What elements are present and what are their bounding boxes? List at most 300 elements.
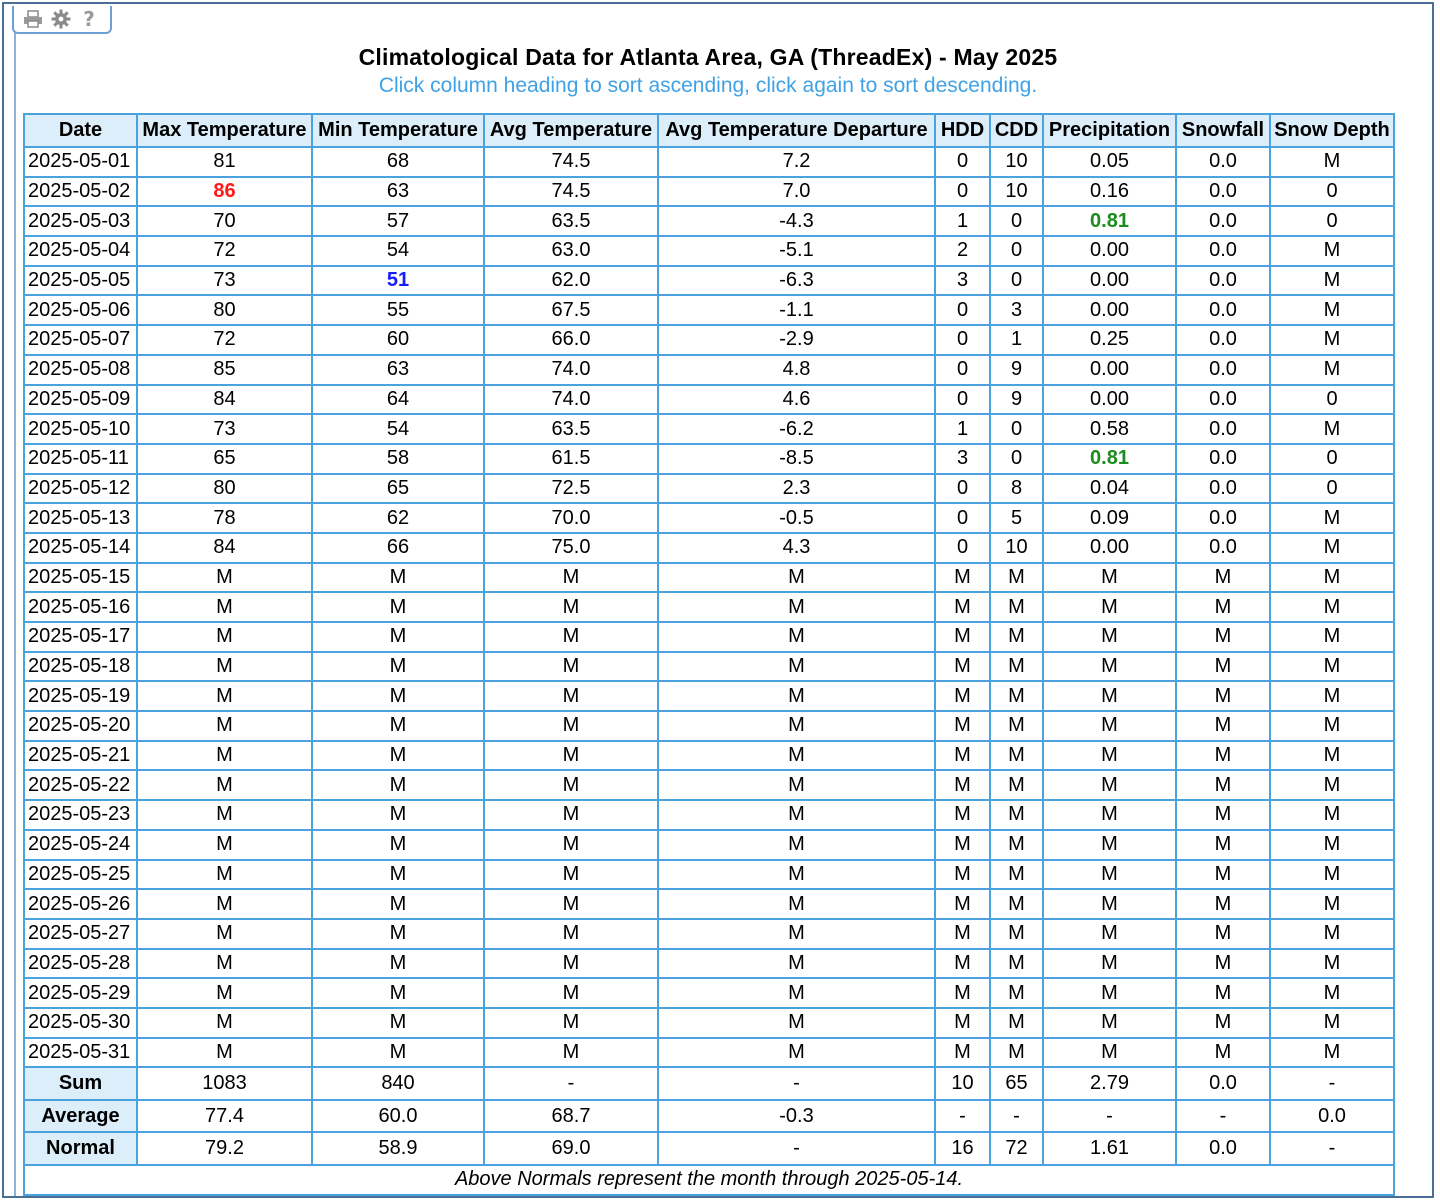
cell-max-temperature: 78 (137, 503, 312, 533)
cell-snowfall: M (1176, 1008, 1270, 1038)
cell-date: 2025-05-03 (24, 206, 137, 236)
cell-min-temperature: 57 (312, 206, 484, 236)
cell-max-temperature: M (137, 978, 312, 1008)
cell-hdd: 0 (935, 325, 990, 355)
cell-max-temperature: M (137, 860, 312, 890)
cell-hdd: M (935, 770, 990, 800)
table-row (24, 474, 1394, 504)
cell-hdd: 3 (935, 266, 990, 296)
cell-snowfall: M (1176, 830, 1270, 860)
summary-cell-max-temperature: 77.4 (137, 1100, 312, 1133)
cell-cdd: M (990, 563, 1043, 593)
cell-avg-temperature-departure: M (658, 830, 935, 860)
cell-precipitation: M (1043, 919, 1176, 949)
cell-max-temperature: M (137, 1008, 312, 1038)
summary-cell-avg-temperature: - (484, 1067, 658, 1100)
cell-max-temperature: M (137, 592, 312, 622)
climate-table (23, 113, 1395, 1196)
cell-date: 2025-05-28 (24, 949, 137, 979)
cell-snowfall: M (1176, 949, 1270, 979)
cell-max-temperature: M (137, 741, 312, 771)
cell-snow-depth: 0 (1270, 444, 1394, 474)
cell-snow-depth: M (1270, 147, 1394, 177)
table-row (24, 949, 1394, 979)
cell-max-temperature: 84 (137, 385, 312, 415)
cell-precipitation: M (1043, 592, 1176, 622)
column-header-max-temperature[interactable]: Max Temperature (137, 114, 312, 147)
cell-snow-depth: M (1270, 592, 1394, 622)
table-row (24, 414, 1394, 444)
cell-avg-temperature-departure: M (658, 681, 935, 711)
summary-row-normal (24, 1132, 1394, 1165)
cell-hdd: M (935, 711, 990, 741)
column-header-snowfall[interactable]: Snowfall (1176, 114, 1270, 147)
cell-avg-temperature: 74.0 (484, 385, 658, 415)
cell-cdd: M (990, 652, 1043, 682)
cell-date: 2025-05-29 (24, 978, 137, 1008)
cell-hdd: 0 (935, 147, 990, 177)
table-row (24, 444, 1394, 474)
cell-snowfall: 0.0 (1176, 266, 1270, 296)
cell-precipitation: M (1043, 1008, 1176, 1038)
cell-min-temperature: 63 (312, 355, 484, 385)
cell-avg-temperature-departure: 7.0 (658, 177, 935, 207)
cell-min-temperature: 51 (312, 266, 484, 296)
cell-precipitation: M (1043, 1038, 1176, 1068)
cell-max-temperature: M (137, 711, 312, 741)
cell-date: 2025-05-27 (24, 919, 137, 949)
cell-snow-depth: 0 (1270, 177, 1394, 207)
column-header-cdd[interactable]: CDD (990, 114, 1043, 147)
cell-cdd: 0 (990, 444, 1043, 474)
cell-max-temperature: M (137, 889, 312, 919)
cell-avg-temperature: M (484, 741, 658, 771)
summary-label: Sum (24, 1067, 137, 1100)
cell-hdd: M (935, 919, 990, 949)
cell-avg-temperature-departure: 2.3 (658, 474, 935, 504)
cell-avg-temperature-departure: M (658, 1038, 935, 1068)
cell-min-temperature: M (312, 592, 484, 622)
cell-snowfall: M (1176, 652, 1270, 682)
summary-cell-precipitation: - (1043, 1100, 1176, 1133)
cell-date: 2025-05-01 (24, 147, 137, 177)
cell-snowfall: M (1176, 592, 1270, 622)
summary-row-average (24, 1100, 1394, 1133)
cell-avg-temperature: 66.0 (484, 325, 658, 355)
cell-cdd: M (990, 622, 1043, 652)
cell-max-temperature: 85 (137, 355, 312, 385)
column-header-precipitation[interactable]: Precipitation (1043, 114, 1176, 147)
cell-hdd: 0 (935, 295, 990, 325)
cell-max-temperature: M (137, 800, 312, 830)
table-row (24, 860, 1394, 890)
summary-cell-cdd: 72 (990, 1132, 1043, 1165)
cell-snow-depth: M (1270, 295, 1394, 325)
summary-cell-precipitation: 1.61 (1043, 1132, 1176, 1165)
cell-avg-temperature: 74.5 (484, 147, 658, 177)
cell-avg-temperature: 61.5 (484, 444, 658, 474)
cell-min-temperature: M (312, 830, 484, 860)
table-row (24, 592, 1394, 622)
cell-snowfall: M (1176, 1038, 1270, 1068)
cell-snow-depth: M (1270, 503, 1394, 533)
cell-date: 2025-05-26 (24, 889, 137, 919)
cell-avg-temperature: 67.5 (484, 295, 658, 325)
cell-hdd: M (935, 949, 990, 979)
cell-hdd: M (935, 592, 990, 622)
cell-snowfall: M (1176, 978, 1270, 1008)
cell-date: 2025-05-23 (24, 800, 137, 830)
footnote: Above Normals represent the month through 2025-05-14. (24, 1165, 1394, 1195)
cell-avg-temperature: 63.5 (484, 206, 658, 236)
cell-snowfall: 0.0 (1176, 206, 1270, 236)
cell-hdd: 0 (935, 503, 990, 533)
cell-precipitation: M (1043, 563, 1176, 593)
cell-snow-depth: M (1270, 919, 1394, 949)
cell-date: 2025-05-16 (24, 592, 137, 622)
cell-avg-temperature-departure: M (658, 860, 935, 890)
summary-label: Normal (24, 1132, 137, 1165)
table-row (24, 206, 1394, 236)
cell-snowfall: 0.0 (1176, 385, 1270, 415)
cell-precipitation: 0.16 (1043, 177, 1176, 207)
cell-avg-temperature: M (484, 860, 658, 890)
table-row (24, 889, 1394, 919)
cell-max-temperature: 72 (137, 325, 312, 355)
cell-min-temperature: 65 (312, 474, 484, 504)
help-icon[interactable]: ? (83, 7, 95, 31)
cell-hdd: 0 (935, 385, 990, 415)
cell-snowfall: 0.0 (1176, 325, 1270, 355)
cell-avg-temperature-departure: M (658, 770, 935, 800)
cell-avg-temperature-departure: -6.3 (658, 266, 935, 296)
cell-min-temperature: M (312, 711, 484, 741)
cell-cdd: 8 (990, 474, 1043, 504)
cell-avg-temperature-departure: -0.5 (658, 503, 935, 533)
cell-cdd: M (990, 860, 1043, 890)
column-header-avg-temperature[interactable]: Avg Temperature (484, 114, 658, 147)
cell-cdd: 9 (990, 385, 1043, 415)
cell-date: 2025-05-11 (24, 444, 137, 474)
cell-date: 2025-05-21 (24, 741, 137, 771)
table-row (24, 295, 1394, 325)
cell-avg-temperature: M (484, 800, 658, 830)
cell-snowfall: 0.0 (1176, 355, 1270, 385)
summary-cell-hdd: 10 (935, 1067, 990, 1100)
cell-min-temperature: 54 (312, 236, 484, 266)
cell-date: 2025-05-05 (24, 266, 137, 296)
summary-cell-snowfall: 0.0 (1176, 1132, 1270, 1165)
cell-snow-depth: M (1270, 711, 1394, 741)
cell-hdd: 0 (935, 355, 990, 385)
cell-min-temperature: 62 (312, 503, 484, 533)
cell-min-temperature: 60 (312, 325, 484, 355)
cell-cdd: 1 (990, 325, 1043, 355)
cell-avg-temperature: M (484, 919, 658, 949)
cell-hdd: 0 (935, 533, 990, 563)
cell-hdd: 1 (935, 206, 990, 236)
summary-cell-min-temperature: 60.0 (312, 1100, 484, 1133)
cell-snow-depth: M (1270, 652, 1394, 682)
cell-cdd: 5 (990, 503, 1043, 533)
cell-precipitation: 0.00 (1043, 236, 1176, 266)
cell-cdd: 10 (990, 533, 1043, 563)
page-title: Climatological Data for Atlanta Area, GA (ThreadEx) - May 2025 (358, 44, 1058, 70)
cell-date: 2025-05-12 (24, 474, 137, 504)
cell-cdd: 9 (990, 355, 1043, 385)
cell-cdd: M (990, 830, 1043, 860)
header-row (24, 114, 1394, 147)
table-row (24, 177, 1394, 207)
summary-cell-min-temperature: 840 (312, 1067, 484, 1100)
cell-avg-temperature-departure: M (658, 711, 935, 741)
toolbar (12, 6, 112, 34)
cell-snow-depth: M (1270, 830, 1394, 860)
cell-snowfall: M (1176, 770, 1270, 800)
cell-snowfall: 0.0 (1176, 414, 1270, 444)
cell-snowfall: 0.0 (1176, 236, 1270, 266)
cell-avg-temperature: M (484, 830, 658, 860)
cell-cdd: 3 (990, 295, 1043, 325)
table-row (24, 563, 1394, 593)
cell-cdd: M (990, 592, 1043, 622)
summary-cell-snowfall: - (1176, 1100, 1270, 1133)
cell-snowfall: M (1176, 711, 1270, 741)
cell-avg-temperature-departure: M (658, 592, 935, 622)
cell-snowfall: M (1176, 860, 1270, 890)
cell-min-temperature: M (312, 1008, 484, 1038)
cell-precipitation: M (1043, 741, 1176, 771)
cell-date: 2025-05-02 (24, 177, 137, 207)
cell-date: 2025-05-19 (24, 681, 137, 711)
cell-hdd: 3 (935, 444, 990, 474)
cell-max-temperature: M (137, 563, 312, 593)
cell-snow-depth: 0 (1270, 206, 1394, 236)
table-row (24, 830, 1394, 860)
cell-snowfall: 0.0 (1176, 147, 1270, 177)
cell-avg-temperature-departure: -2.9 (658, 325, 935, 355)
printer-icon[interactable] (22, 8, 44, 30)
cell-cdd: 0 (990, 236, 1043, 266)
cell-precipitation: M (1043, 889, 1176, 919)
cell-avg-temperature: M (484, 1008, 658, 1038)
column-header-hdd[interactable]: HDD (935, 114, 990, 147)
cell-snow-depth: M (1270, 889, 1394, 919)
cell-avg-temperature: M (484, 949, 658, 979)
cell-hdd: M (935, 622, 990, 652)
cell-avg-temperature-departure: M (658, 1008, 935, 1038)
summary-cell-max-temperature: 79.2 (137, 1132, 312, 1165)
cell-precipitation: M (1043, 978, 1176, 1008)
cell-avg-temperature-departure: M (658, 889, 935, 919)
cell-snowfall: 0.0 (1176, 444, 1270, 474)
cell-snow-depth: 0 (1270, 385, 1394, 415)
cell-date: 2025-05-14 (24, 533, 137, 563)
cell-avg-temperature: 63.0 (484, 236, 658, 266)
cell-avg-temperature-departure: M (658, 563, 935, 593)
cell-cdd: M (990, 1038, 1043, 1068)
cell-avg-temperature: 63.5 (484, 414, 658, 444)
cell-precipitation: 0.00 (1043, 355, 1176, 385)
cell-snow-depth: M (1270, 1008, 1394, 1038)
cell-cdd: M (990, 949, 1043, 979)
cell-snowfall: M (1176, 741, 1270, 771)
cell-date: 2025-05-24 (24, 830, 137, 860)
summary-cell-precipitation: 2.79 (1043, 1067, 1176, 1100)
cell-max-temperature: 80 (137, 474, 312, 504)
table-row (24, 711, 1394, 741)
table-row (24, 800, 1394, 830)
cell-precipitation: M (1043, 800, 1176, 830)
cell-max-temperature: 84 (137, 533, 312, 563)
cell-snow-depth: M (1270, 800, 1394, 830)
cell-max-temperature: M (137, 652, 312, 682)
cell-cdd: 0 (990, 414, 1043, 444)
cell-precipitation: M (1043, 652, 1176, 682)
cell-min-temperature: M (312, 1038, 484, 1068)
cell-avg-temperature-departure: M (658, 652, 935, 682)
cell-snowfall: M (1176, 889, 1270, 919)
cell-min-temperature: M (312, 770, 484, 800)
cell-precipitation: M (1043, 949, 1176, 979)
table-row (24, 978, 1394, 1008)
cell-date: 2025-05-30 (24, 1008, 137, 1038)
column-header-date[interactable]: Date (24, 114, 137, 147)
cell-min-temperature: 55 (312, 295, 484, 325)
cell-avg-temperature: 72.5 (484, 474, 658, 504)
cell-hdd: M (935, 830, 990, 860)
cell-avg-temperature: M (484, 681, 658, 711)
cell-cdd: M (990, 978, 1043, 1008)
cell-min-temperature: M (312, 889, 484, 919)
summary-cell-min-temperature: 58.9 (312, 1132, 484, 1165)
column-header-min-temperature[interactable]: Min Temperature (312, 114, 484, 147)
cell-avg-temperature: 70.0 (484, 503, 658, 533)
cell-snow-depth: M (1270, 860, 1394, 890)
cell-max-temperature: 72 (137, 236, 312, 266)
cell-avg-temperature: M (484, 622, 658, 652)
cell-snowfall: 0.0 (1176, 503, 1270, 533)
cell-cdd: M (990, 770, 1043, 800)
cell-avg-temperature-departure: M (658, 800, 935, 830)
cell-date: 2025-05-20 (24, 711, 137, 741)
cell-snowfall: 0.0 (1176, 533, 1270, 563)
table-row (24, 681, 1394, 711)
column-header-snow-depth[interactable]: Snow Depth (1270, 114, 1394, 147)
cell-max-temperature: M (137, 622, 312, 652)
cell-snowfall: M (1176, 563, 1270, 593)
table-row (24, 919, 1394, 949)
cell-precipitation: 0.81 (1043, 206, 1176, 236)
cell-avg-temperature: M (484, 1038, 658, 1068)
cell-min-temperature: M (312, 919, 484, 949)
cell-max-temperature: M (137, 830, 312, 860)
cell-avg-temperature-departure: M (658, 622, 935, 652)
cell-precipitation: M (1043, 681, 1176, 711)
cell-hdd: 0 (935, 474, 990, 504)
table-row (24, 741, 1394, 771)
cell-snow-depth: M (1270, 681, 1394, 711)
cell-date: 2025-05-06 (24, 295, 137, 325)
cell-date: 2025-05-13 (24, 503, 137, 533)
cell-hdd: M (935, 860, 990, 890)
summary-cell-snow-depth: - (1270, 1067, 1394, 1100)
cell-avg-temperature-departure: 4.8 (658, 355, 935, 385)
cell-avg-temperature-departure: M (658, 949, 935, 979)
summary-cell-max-temperature: 1083 (137, 1067, 312, 1100)
cell-min-temperature: 64 (312, 385, 484, 415)
cell-min-temperature: M (312, 563, 484, 593)
cell-min-temperature: 54 (312, 414, 484, 444)
cell-date: 2025-05-10 (24, 414, 137, 444)
summary-cell-snow-depth: - (1270, 1132, 1394, 1165)
cell-precipitation: 0.04 (1043, 474, 1176, 504)
cell-precipitation: M (1043, 770, 1176, 800)
table-row (24, 1038, 1394, 1068)
cell-cdd: M (990, 741, 1043, 771)
cell-date: 2025-05-08 (24, 355, 137, 385)
summary-label: Average (24, 1100, 137, 1133)
cell-avg-temperature-departure: -5.1 (658, 236, 935, 266)
cell-snow-depth: M (1270, 325, 1394, 355)
cell-avg-temperature-departure: -4.3 (658, 206, 935, 236)
cell-avg-temperature: M (484, 889, 658, 919)
cell-precipitation: 0.58 (1043, 414, 1176, 444)
cell-precipitation: M (1043, 622, 1176, 652)
cell-snow-depth: M (1270, 236, 1394, 266)
sort-instructions: Click column heading to sort ascending, click again to sort descending. (378, 74, 1038, 97)
gear-icon[interactable] (50, 8, 72, 30)
summary-cell-cdd: - (990, 1100, 1043, 1133)
cell-min-temperature: 66 (312, 533, 484, 563)
cell-snowfall: 0.0 (1176, 177, 1270, 207)
cell-snow-depth: M (1270, 978, 1394, 1008)
column-header-avg-temperature-departure[interactable]: Avg Temperature Departure (658, 114, 935, 147)
cell-snow-depth: 0 (1270, 474, 1394, 504)
cell-date: 2025-05-22 (24, 770, 137, 800)
table-row (24, 147, 1394, 177)
cell-avg-temperature: M (484, 563, 658, 593)
cell-date: 2025-05-31 (24, 1038, 137, 1068)
cell-date: 2025-05-07 (24, 325, 137, 355)
cell-avg-temperature: M (484, 978, 658, 1008)
cell-cdd: 0 (990, 206, 1043, 236)
cell-snow-depth: M (1270, 414, 1394, 444)
cell-max-temperature: M (137, 681, 312, 711)
cell-min-temperature: M (312, 978, 484, 1008)
cell-snow-depth: M (1270, 266, 1394, 296)
cell-snowfall: 0.0 (1176, 474, 1270, 504)
cell-min-temperature: 63 (312, 177, 484, 207)
cell-hdd: 1 (935, 414, 990, 444)
cell-date: 2025-05-17 (24, 622, 137, 652)
cell-date: 2025-05-15 (24, 563, 137, 593)
cell-max-temperature: 73 (137, 266, 312, 296)
cell-avg-temperature-departure: 7.2 (658, 147, 935, 177)
cell-hdd: M (935, 800, 990, 830)
cell-snow-depth: M (1270, 355, 1394, 385)
table-row (24, 266, 1394, 296)
cell-precipitation: 0.00 (1043, 533, 1176, 563)
cell-max-temperature: M (137, 1038, 312, 1068)
cell-hdd: M (935, 978, 990, 1008)
cell-avg-temperature-departure: -1.1 (658, 295, 935, 325)
cell-cdd: 10 (990, 147, 1043, 177)
cell-cdd: 10 (990, 177, 1043, 207)
cell-date: 2025-05-09 (24, 385, 137, 415)
cell-min-temperature: M (312, 860, 484, 890)
cell-min-temperature: M (312, 622, 484, 652)
